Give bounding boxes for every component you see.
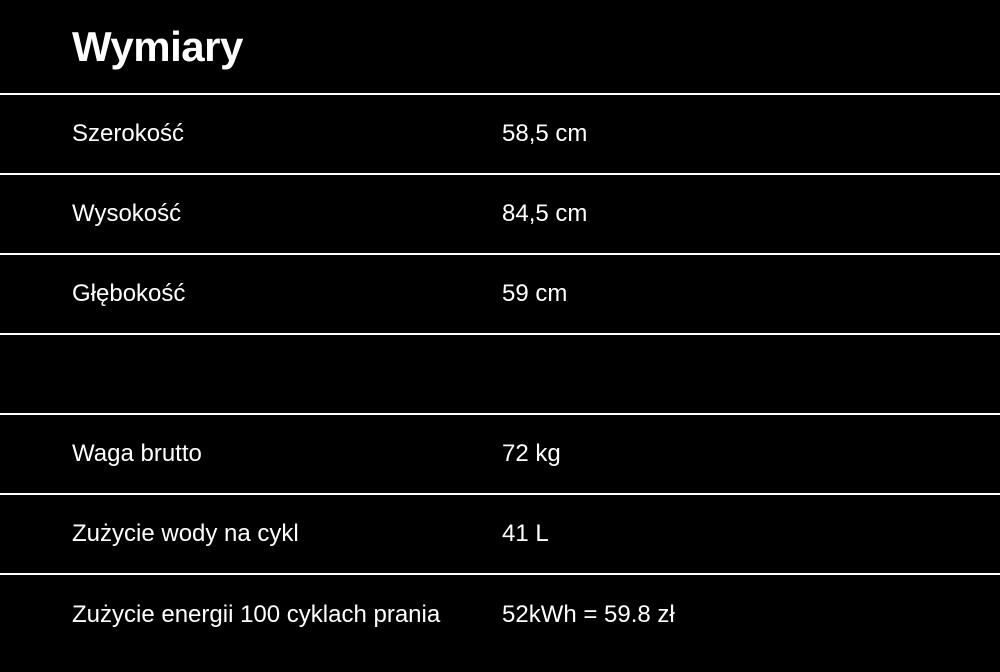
table-row (0, 575, 1000, 655)
spec-label: Waga brutto (72, 440, 202, 467)
spec-label: Wysokość (72, 200, 182, 227)
table-row (0, 95, 1000, 173)
spec-value: 59 cm (502, 280, 568, 307)
spec-value: 58,5 cm (502, 120, 588, 147)
spec-value: 52kWh = 59.8 zł (502, 601, 675, 628)
spec-label: Zużycie energii 100 cyklach prania (72, 601, 441, 628)
spec-value: 41 L (502, 520, 549, 547)
spec-label: Głębokość (72, 280, 186, 307)
spec-value: 72 kg (502, 440, 561, 467)
table-row-empty (0, 335, 1000, 413)
table-row (0, 415, 1000, 493)
table-row (0, 175, 1000, 253)
table-row (0, 495, 1000, 573)
spec-label: Zużycie wody na cykl (72, 520, 299, 547)
spec-value: 84,5 cm (502, 200, 588, 227)
table-row (0, 255, 1000, 333)
title-block (0, 0, 1000, 93)
page-title: Wymiary (72, 22, 243, 70)
spec-label: Szerokość (72, 120, 185, 147)
